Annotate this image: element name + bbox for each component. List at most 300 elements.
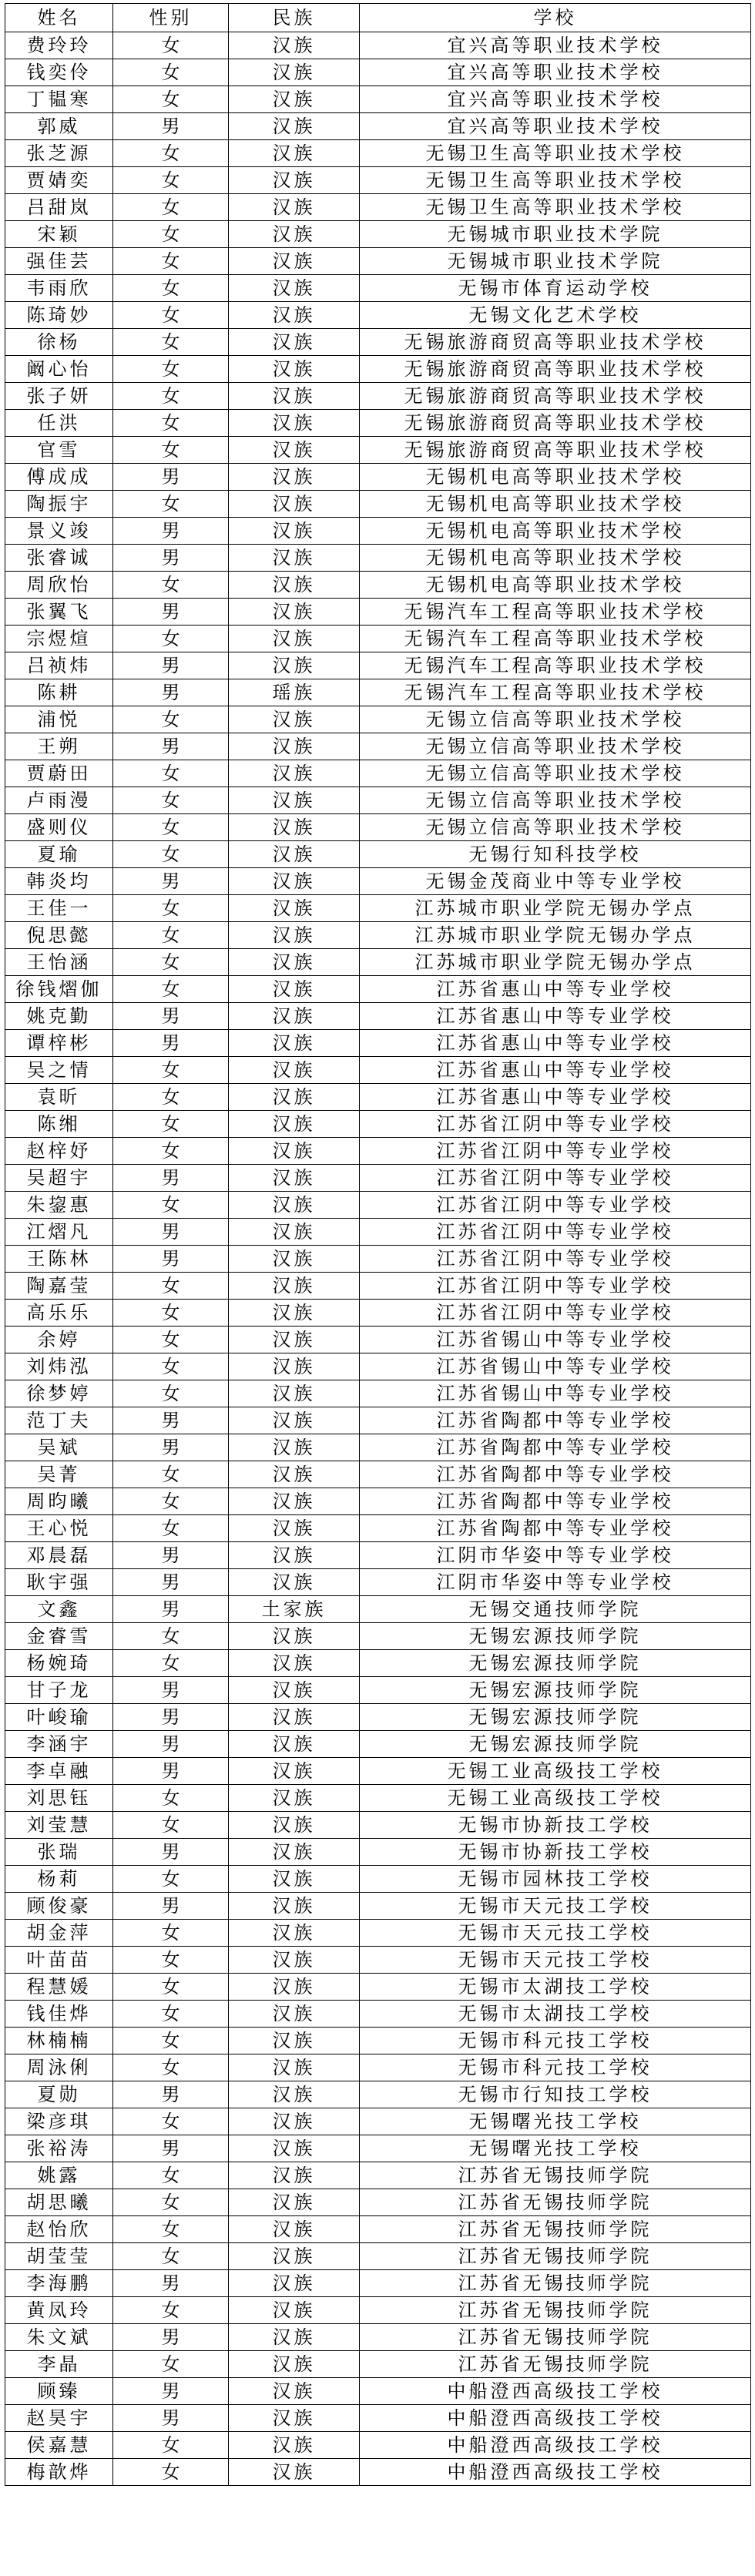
table-row <box>5 86 751 113</box>
cell-gender: 女 <box>113 302 229 329</box>
cell-gender: 男 <box>113 1758 229 1785</box>
table-row <box>5 1003 751 1030</box>
cell-name: 陈耕 <box>5 679 113 706</box>
cell-name: 吕祯炜 <box>5 652 113 679</box>
table-row <box>5 1893 751 1920</box>
cell-name: 吴斌 <box>5 1434 113 1461</box>
cell-school: 无锡工业高级技工学校 <box>360 1785 751 1812</box>
table-row <box>5 1246 751 1273</box>
cell-name: 丁韫寒 <box>5 86 113 113</box>
table-row <box>5 2243 751 2270</box>
cell-name: 杨莉 <box>5 1866 113 1893</box>
table-row <box>5 1273 751 1300</box>
cell-ethnicity: 汉族 <box>229 1300 360 1327</box>
cell-school: 无锡卫生高等职业技术学校 <box>360 194 751 221</box>
cell-gender: 男 <box>113 1246 229 1273</box>
cell-school: 江苏省陶都中等专业学校 <box>360 1434 751 1461</box>
table-row <box>5 1434 751 1461</box>
cell-school: 江苏省惠山中等专业学校 <box>360 1030 751 1057</box>
cell-name: 刘莹慧 <box>5 1812 113 1839</box>
cell-name: 夏勋 <box>5 2081 113 2108</box>
cell-name: 袁昕 <box>5 1084 113 1111</box>
cell-school: 无锡市太湖技工学校 <box>360 2001 751 2028</box>
cell-ethnicity: 汉族 <box>229 1380 360 1407</box>
cell-ethnicity: 汉族 <box>229 2297 360 2324</box>
table-row <box>5 1407 751 1434</box>
cell-ethnicity: 汉族 <box>229 1030 360 1057</box>
cell-school: 江阴市华姿中等专业学校 <box>360 1569 751 1596</box>
cell-school: 无锡工业高级技工学校 <box>360 1758 751 1785</box>
cell-gender: 男 <box>113 2135 229 2162</box>
cell-ethnicity: 汉族 <box>229 2324 360 2351</box>
cell-name: 高乐乐 <box>5 1300 113 1327</box>
cell-name: 王怡涵 <box>5 949 113 976</box>
table-row <box>5 2028 751 2054</box>
table-row <box>5 868 751 895</box>
cell-name: 贾婧奕 <box>5 167 113 194</box>
cell-school: 江苏省无锡技师学院 <box>360 2270 751 2297</box>
cell-school: 江苏省惠山中等专业学校 <box>360 976 751 1003</box>
cell-ethnicity: 汉族 <box>229 2162 360 2189</box>
cell-name: 张子妍 <box>5 383 113 410</box>
table-row <box>5 1731 751 1758</box>
cell-ethnicity: 汉族 <box>229 868 360 895</box>
cell-school: 无锡立信高等职业技术学校 <box>360 814 751 841</box>
cell-name: 朱文斌 <box>5 2324 113 2351</box>
cell-school: 无锡市园林技工学校 <box>360 1866 751 1893</box>
cell-ethnicity: 汉族 <box>229 1461 360 1488</box>
cell-name: 徐钱熠伽 <box>5 976 113 1003</box>
cell-ethnicity: 汉族 <box>229 1111 360 1138</box>
cell-gender: 女 <box>113 895 229 922</box>
table-row <box>5 221 751 248</box>
table-row <box>5 1677 751 1704</box>
cell-school: 江苏省江阴中等专业学校 <box>360 1300 751 1327</box>
cell-gender: 男 <box>113 1569 229 1596</box>
table-row <box>5 1084 751 1111</box>
cell-name: 张裕涛 <box>5 2135 113 2162</box>
table-row <box>5 1947 751 1974</box>
cell-ethnicity: 汉族 <box>229 491 360 518</box>
cell-gender: 女 <box>113 626 229 652</box>
cell-school: 江苏省江阴中等专业学校 <box>360 1273 751 1300</box>
table-row <box>5 1515 751 1542</box>
cell-school: 无锡市行知技工学校 <box>360 2081 751 2108</box>
table-row <box>5 1812 751 1839</box>
cell-school: 江苏省陶都中等专业学校 <box>360 1407 751 1434</box>
cell-ethnicity: 汉族 <box>229 706 360 733</box>
cell-gender: 女 <box>113 1812 229 1839</box>
cell-ethnicity: 汉族 <box>229 1569 360 1596</box>
cell-name: 姚克勤 <box>5 1003 113 1030</box>
cell-ethnicity: 汉族 <box>229 2432 360 2459</box>
cell-name: 钱佳烨 <box>5 2001 113 2028</box>
cell-ethnicity: 汉族 <box>229 32 360 59</box>
cell-name: 赵怡欣 <box>5 2216 113 2243</box>
table-row <box>5 1165 751 1192</box>
cell-ethnicity: 汉族 <box>229 2189 360 2216</box>
cell-school: 无锡机电高等职业技术学校 <box>360 464 751 491</box>
cell-school: 中船澄西高级技工学校 <box>360 2459 751 2486</box>
cell-ethnicity: 汉族 <box>229 841 360 868</box>
cell-ethnicity: 汉族 <box>229 760 360 787</box>
cell-name: 王心悦 <box>5 1515 113 1542</box>
table-row <box>5 248 751 275</box>
cell-school: 江苏省惠山中等专业学校 <box>360 1057 751 1084</box>
cell-school: 无锡宏源技师学院 <box>360 1677 751 1704</box>
cell-gender: 男 <box>113 1219 229 1246</box>
cell-gender: 女 <box>113 2297 229 2324</box>
cell-school: 江苏省锡山中等专业学校 <box>360 1353 751 1380</box>
cell-gender: 女 <box>113 787 229 814</box>
cell-gender: 女 <box>113 1192 229 1219</box>
cell-ethnicity: 汉族 <box>229 1785 360 1812</box>
cell-school: 无锡宏源技师学院 <box>360 1623 751 1650</box>
cell-ethnicity: 汉族 <box>229 167 360 194</box>
cell-school: 无锡金茂商业中等专业学校 <box>360 868 751 895</box>
table-row <box>5 329 751 356</box>
cell-gender: 男 <box>113 1596 229 1623</box>
cell-name: 周昀曦 <box>5 1488 113 1515</box>
cell-name: 张芝源 <box>5 140 113 167</box>
cell-ethnicity: 汉族 <box>229 2054 360 2081</box>
cell-school: 江苏省锡山中等专业学校 <box>360 1327 751 1353</box>
table-row <box>5 545 751 572</box>
table-row <box>5 1542 751 1569</box>
cell-gender: 男 <box>113 1407 229 1434</box>
header-row <box>5 4 751 32</box>
cell-gender: 女 <box>113 706 229 733</box>
cell-gender: 女 <box>113 2028 229 2054</box>
cell-school: 宜兴高等职业技术学校 <box>360 86 751 113</box>
table-row <box>5 2459 751 2486</box>
table-row <box>5 679 751 706</box>
cell-ethnicity: 汉族 <box>229 1542 360 1569</box>
cell-ethnicity: 汉族 <box>229 895 360 922</box>
cell-name: 李涵宇 <box>5 1731 113 1758</box>
cell-gender: 女 <box>113 2351 229 2378</box>
cell-gender: 女 <box>113 437 229 464</box>
cell-ethnicity: 汉族 <box>229 1974 360 2001</box>
table-row <box>5 760 751 787</box>
table-row <box>5 140 751 167</box>
table-row <box>5 1866 751 1893</box>
cell-gender: 男 <box>113 868 229 895</box>
table-row <box>5 410 751 437</box>
cell-gender: 女 <box>113 976 229 1003</box>
cell-name: 卢雨漫 <box>5 787 113 814</box>
cell-name: 吴之情 <box>5 1057 113 1084</box>
cell-school: 无锡市太湖技工学校 <box>360 1974 751 2001</box>
table-row <box>5 1030 751 1057</box>
table-row <box>5 2270 751 2297</box>
table-row <box>5 1192 751 1219</box>
cell-school: 无锡宏源技师学院 <box>360 1704 751 1731</box>
cell-name: 赵昊宇 <box>5 2405 113 2432</box>
cell-ethnicity: 汉族 <box>229 2405 360 2432</box>
cell-ethnicity: 汉族 <box>229 1273 360 1300</box>
cell-school: 无锡旅游商贸高等职业技术学校 <box>360 356 751 383</box>
cell-name: 侯嘉慧 <box>5 2432 113 2459</box>
cell-gender: 男 <box>113 1839 229 1866</box>
cell-gender: 女 <box>113 814 229 841</box>
cell-name: 梁彦琪 <box>5 2108 113 2135</box>
table-row <box>5 302 751 329</box>
cell-ethnicity: 汉族 <box>229 814 360 841</box>
cell-ethnicity: 汉族 <box>229 545 360 572</box>
cell-name: 夏瑜 <box>5 841 113 868</box>
table-row <box>5 2001 751 2028</box>
cell-gender: 女 <box>113 410 229 437</box>
cell-gender: 女 <box>113 2054 229 2081</box>
cell-school: 无锡市体育运动学校 <box>360 275 751 302</box>
cell-gender: 女 <box>113 1057 229 1084</box>
cell-name: 李卓融 <box>5 1758 113 1785</box>
table-row <box>5 437 751 464</box>
cell-name: 王陈林 <box>5 1246 113 1273</box>
cell-gender: 女 <box>113 2459 229 2486</box>
cell-ethnicity: 汉族 <box>229 733 360 760</box>
cell-ethnicity: 汉族 <box>229 1677 360 1704</box>
cell-school: 江苏省陶都中等专业学校 <box>360 1461 751 1488</box>
cell-ethnicity: 瑶族 <box>229 679 360 706</box>
cell-gender: 男 <box>113 599 229 626</box>
cell-ethnicity: 汉族 <box>229 1246 360 1273</box>
cell-name: 叶峻瑜 <box>5 1704 113 1731</box>
cell-name: 景义竣 <box>5 518 113 545</box>
cell-ethnicity: 汉族 <box>229 2135 360 2162</box>
cell-ethnicity: 汉族 <box>229 518 360 545</box>
cell-name: 吴菁 <box>5 1461 113 1488</box>
cell-gender: 女 <box>113 922 229 949</box>
cell-name: 宗煜煊 <box>5 626 113 652</box>
cell-name: 徐梦婷 <box>5 1380 113 1407</box>
cell-school: 无锡汽车工程高等职业技术学校 <box>360 626 751 652</box>
cell-school: 无锡曙光技工学校 <box>360 2135 751 2162</box>
cell-gender: 女 <box>113 86 229 113</box>
cell-ethnicity: 汉族 <box>229 2028 360 2054</box>
cell-school: 无锡市天元技工学校 <box>360 1920 751 1947</box>
cell-gender: 女 <box>113 1380 229 1407</box>
cell-gender: 男 <box>113 464 229 491</box>
table-row <box>5 626 751 652</box>
cell-name: 费玲玲 <box>5 32 113 59</box>
cell-name: 程慧媛 <box>5 1974 113 2001</box>
cell-school: 江苏省江阴中等专业学校 <box>360 1219 751 1246</box>
cell-ethnicity: 汉族 <box>229 464 360 491</box>
cell-gender: 女 <box>113 329 229 356</box>
cell-school: 中船澄西高级技工学校 <box>360 2432 751 2459</box>
cell-name: 刘思钰 <box>5 1785 113 1812</box>
cell-ethnicity: 汉族 <box>229 1003 360 1030</box>
table-row <box>5 2378 751 2405</box>
table-row <box>5 2351 751 2378</box>
cell-school: 无锡文化艺术学校 <box>360 302 751 329</box>
cell-name: 王朔 <box>5 733 113 760</box>
cell-school: 江苏省陶都中等专业学校 <box>360 1488 751 1515</box>
cell-ethnicity: 汉族 <box>229 922 360 949</box>
table-row <box>5 652 751 679</box>
header-school: 学校 <box>360 4 751 32</box>
cell-name: 金睿雪 <box>5 1623 113 1650</box>
cell-gender: 女 <box>113 2189 229 2216</box>
cell-school: 无锡行知科技学校 <box>360 841 751 868</box>
cell-gender: 女 <box>113 1084 229 1111</box>
cell-name: 胡金萍 <box>5 1920 113 1947</box>
table-row <box>5 59 751 86</box>
cell-gender: 男 <box>113 2378 229 2405</box>
cell-ethnicity: 汉族 <box>229 2216 360 2243</box>
cell-gender: 女 <box>113 248 229 275</box>
cell-gender: 女 <box>113 1327 229 1353</box>
cell-name: 顾臻 <box>5 2378 113 2405</box>
cell-gender: 男 <box>113 1731 229 1758</box>
cell-school: 江苏省无锡技师学院 <box>360 2216 751 2243</box>
cell-gender: 女 <box>113 1866 229 1893</box>
table-row <box>5 1596 751 1623</box>
table-row <box>5 814 751 841</box>
cell-ethnicity: 汉族 <box>229 221 360 248</box>
cell-gender: 女 <box>113 2432 229 2459</box>
cell-school: 无锡汽车工程高等职业技术学校 <box>360 599 751 626</box>
cell-ethnicity: 汉族 <box>229 356 360 383</box>
cell-name: 姚露 <box>5 2162 113 2189</box>
table-row <box>5 733 751 760</box>
cell-gender: 女 <box>113 1273 229 1300</box>
cell-school: 无锡宏源技师学院 <box>360 1731 751 1758</box>
cell-school: 无锡汽车工程高等职业技术学校 <box>360 679 751 706</box>
cell-ethnicity: 汉族 <box>229 572 360 599</box>
table-row <box>5 356 751 383</box>
header-name: 姓名 <box>5 4 113 32</box>
cell-gender: 男 <box>113 518 229 545</box>
cell-name: 顾俊豪 <box>5 1893 113 1920</box>
table-body <box>5 32 751 2486</box>
cell-ethnicity: 汉族 <box>229 1353 360 1380</box>
cell-ethnicity: 汉族 <box>229 86 360 113</box>
cell-name: 刘炜泓 <box>5 1353 113 1380</box>
table-header <box>5 4 751 32</box>
cell-ethnicity: 汉族 <box>229 1623 360 1650</box>
cell-school: 江苏省惠山中等专业学校 <box>360 1003 751 1030</box>
table-row <box>5 1839 751 1866</box>
table-row <box>5 841 751 868</box>
cell-school: 宜兴高等职业技术学校 <box>360 32 751 59</box>
cell-gender: 男 <box>113 113 229 140</box>
table-row <box>5 1353 751 1380</box>
cell-ethnicity: 汉族 <box>229 976 360 1003</box>
cell-gender: 女 <box>113 1785 229 1812</box>
cell-ethnicity: 汉族 <box>229 949 360 976</box>
cell-name: 吕甜岚 <box>5 194 113 221</box>
cell-gender: 女 <box>113 1353 229 1380</box>
cell-name: 任洪 <box>5 410 113 437</box>
table-row <box>5 922 751 949</box>
cell-school: 中船澄西高级技工学校 <box>360 2405 751 2432</box>
cell-gender: 女 <box>113 2216 229 2243</box>
cell-gender: 女 <box>113 275 229 302</box>
cell-ethnicity: 汉族 <box>229 329 360 356</box>
table-row <box>5 32 751 59</box>
cell-ethnicity: 汉族 <box>229 626 360 652</box>
cell-gender: 女 <box>113 841 229 868</box>
cell-name: 赵梓妤 <box>5 1138 113 1165</box>
table-row <box>5 2324 751 2351</box>
table-row <box>5 949 751 976</box>
cell-gender: 女 <box>113 2162 229 2189</box>
cell-ethnicity: 汉族 <box>229 1893 360 1920</box>
cell-gender: 女 <box>113 1623 229 1650</box>
cell-school: 江苏城市职业学院无锡办学点 <box>360 949 751 976</box>
table-row <box>5 2108 751 2135</box>
cell-gender: 女 <box>113 1947 229 1974</box>
cell-name: 陈琦妙 <box>5 302 113 329</box>
cell-ethnicity: 汉族 <box>229 1084 360 1111</box>
cell-name: 吴超宇 <box>5 1165 113 1192</box>
cell-gender: 女 <box>113 2108 229 2135</box>
cell-gender: 女 <box>113 1515 229 1542</box>
table-row <box>5 167 751 194</box>
table-row <box>5 1380 751 1407</box>
table-row <box>5 2054 751 2081</box>
cell-ethnicity: 汉族 <box>229 2001 360 2028</box>
cell-gender: 女 <box>113 356 229 383</box>
cell-ethnicity: 汉族 <box>229 1758 360 1785</box>
cell-name: 宋颖 <box>5 221 113 248</box>
cell-name: 叶苗苗 <box>5 1947 113 1974</box>
cell-school: 江苏省江阴中等专业学校 <box>360 1138 751 1165</box>
cell-school: 无锡卫生高等职业技术学校 <box>360 167 751 194</box>
cell-gender: 男 <box>113 1434 229 1461</box>
cell-ethnicity: 土家族 <box>229 1596 360 1623</box>
cell-gender: 女 <box>113 221 229 248</box>
cell-school: 无锡机电高等职业技术学校 <box>360 545 751 572</box>
cell-school: 无锡市协新技工学校 <box>360 1839 751 1866</box>
cell-school: 江苏省惠山中等专业学校 <box>360 1084 751 1111</box>
table-row <box>5 1488 751 1515</box>
table-row <box>5 2216 751 2243</box>
cell-name: 林楠楠 <box>5 2028 113 2054</box>
table-row <box>5 1138 751 1165</box>
table-row <box>5 275 751 302</box>
cell-ethnicity: 汉族 <box>229 2243 360 2270</box>
cell-name: 文鑫 <box>5 1596 113 1623</box>
cell-ethnicity: 汉族 <box>229 1947 360 1974</box>
cell-school: 江苏省江阴中等专业学校 <box>360 1192 751 1219</box>
cell-gender: 女 <box>113 1461 229 1488</box>
cell-ethnicity: 汉族 <box>229 302 360 329</box>
cell-school: 无锡旅游商贸高等职业技术学校 <box>360 383 751 410</box>
cell-ethnicity: 汉族 <box>229 787 360 814</box>
table-row <box>5 1219 751 1246</box>
header-gender: 性别 <box>113 4 229 32</box>
cell-school: 无锡立信高等职业技术学校 <box>360 760 751 787</box>
cell-gender: 女 <box>113 32 229 59</box>
cell-ethnicity: 汉族 <box>229 113 360 140</box>
cell-school: 无锡交通技师学院 <box>360 1596 751 1623</box>
cell-ethnicity: 汉族 <box>229 652 360 679</box>
cell-name: 盛则仪 <box>5 814 113 841</box>
cell-name: 傅成成 <box>5 464 113 491</box>
cell-name: 甘子龙 <box>5 1677 113 1704</box>
cell-gender: 男 <box>113 1003 229 1030</box>
table-row <box>5 2189 751 2216</box>
cell-name: 黄凤玲 <box>5 2297 113 2324</box>
cell-name: 王佳一 <box>5 895 113 922</box>
cell-school: 宜兴高等职业技术学校 <box>360 59 751 86</box>
table-row <box>5 1758 751 1785</box>
cell-gender: 女 <box>113 167 229 194</box>
